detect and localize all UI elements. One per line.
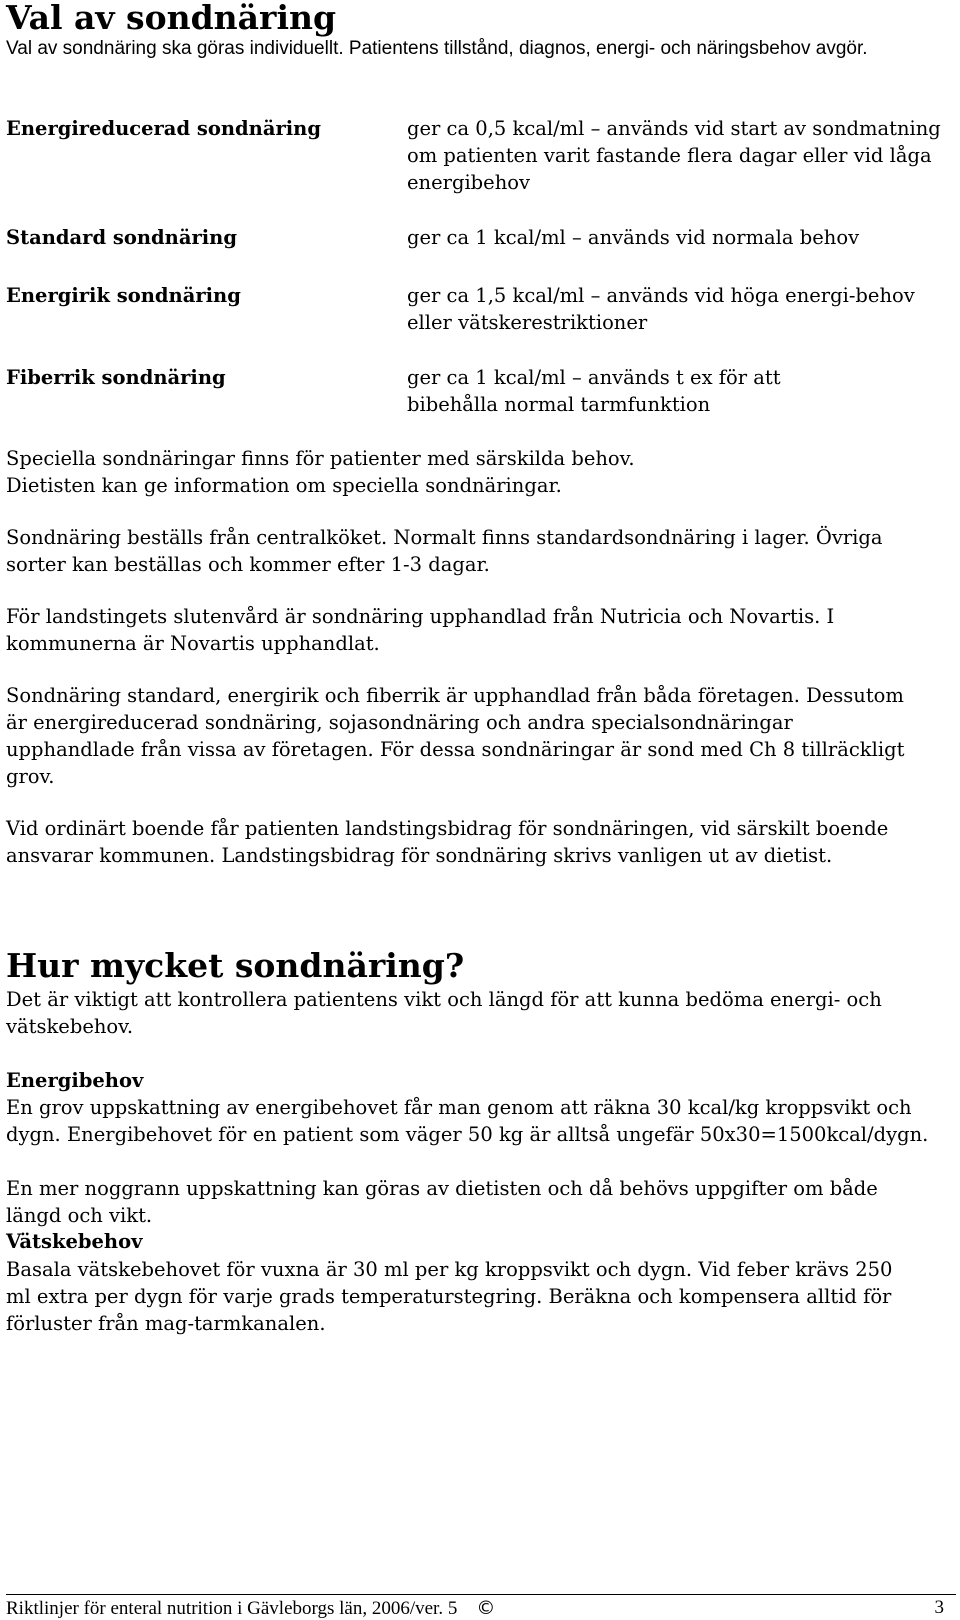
body-paragraph: Vid ordinärt boende får patienten landstingsbidrag för sondnäringen, vid särskilt boende ansvarar kommunen. Landstingsbidrag för sondnäring skrivs vanligen ut av dietist. <box>6 817 889 867</box>
definition-term: Energireducerad sondnäring <box>6 117 321 140</box>
body-paragraph: Speciella sondnäringar finns för patienter med särskilda behov. Dietisten kan ge information om speciella sondnäringar. <box>6 447 635 497</box>
definition-description: ger ca 1,5 kcal/ml – används vid höga energi-behov eller vätskerestriktioner <box>407 284 915 334</box>
body-paragraph: Sondnäring beställs från centralköket. Normalt finns standardsondnäring i lager. Övriga sorter kan beställas och kommer efter 1-3 dagar. <box>6 526 883 576</box>
section-title-val-av-sondnaring: Val av sondnäring <box>6 0 337 37</box>
body-paragraph: Sondnäring standard, energirik och fiberrik är upphandlad från båda företagen. Dessutom är energireducerad sondnäring, sojasondnäring och andra specialsondnäringar upphandlade från vissa av företagen. För dessa sondnäringar är sond med Ch 8 tillräckligt grov. <box>6 684 905 788</box>
body-paragraph: Basala vätskebehovet för vuxna är 30 ml per kg kroppsvikt och dygn. Vid feber krävs 250 ml extra per dygn för varje grads temperaturstegring. Beräkna och kompensera alltid för förluster från mag-tarmkanalen. <box>6 1258 893 1335</box>
body-paragraph: Det är viktigt att kontrollera patientens vikt och längd för att kunna bedöma energi- och vätskebehov. <box>6 988 882 1038</box>
definition-description: ger ca 1 kcal/ml – används t ex för att bibehålla normal tarmfunktion <box>407 366 781 416</box>
copyright-icon: © <box>476 1597 496 1619</box>
footer-text <box>6 1597 495 1620</box>
page-number: 3 <box>934 1597 944 1618</box>
definition-description: ger ca 0,5 kcal/ml – används vid start av sondmatning om patienten varit fastande flera dagar eller vid låga energibehov <box>407 117 941 194</box>
definition-term: Standard sondnäring <box>6 226 237 249</box>
footer-label: Riktlinjer för enteral nutrition i Gävleborgs län, 2006/ver. 5 <box>6 1598 458 1619</box>
section-title-hur-mycket-sondnaring: Hur mycket sondnäring? <box>6 946 465 985</box>
subheading-vatskebehov: Vätskebehov <box>6 1230 143 1253</box>
definition-term: Fiberrik sondnäring <box>6 366 226 389</box>
intro-paragraph: Val av sondnäring ska göras individuellt. Patientens tillstånd, diagnos, energi- och näringsbehov avgör. <box>6 38 868 59</box>
body-paragraph: En grov uppskattning av energibehovet får man genom att räkna 30 kcal/kg kroppsvikt och dygn. Energibehovet för en patient som väger 50 kg är alltså ungefär 50x30=1500kcal/dygn. <box>6 1096 929 1146</box>
body-paragraph: För landstingets slutenvård är sondnäring upphandlad från Nutricia och Novartis. I kommunerna är Novartis upphandlat. <box>6 605 835 655</box>
body-paragraph: En mer noggrann uppskattning kan göras av dietisten och då behövs uppgifter om både längd och vikt. <box>6 1177 878 1227</box>
subheading-energibehov: Energibehov <box>6 1069 144 1092</box>
definition-term: Energirik sondnäring <box>6 284 241 307</box>
definition-description: ger ca 1 kcal/ml – används vid normala behov <box>407 226 860 249</box>
page-footer <box>6 1594 956 1619</box>
